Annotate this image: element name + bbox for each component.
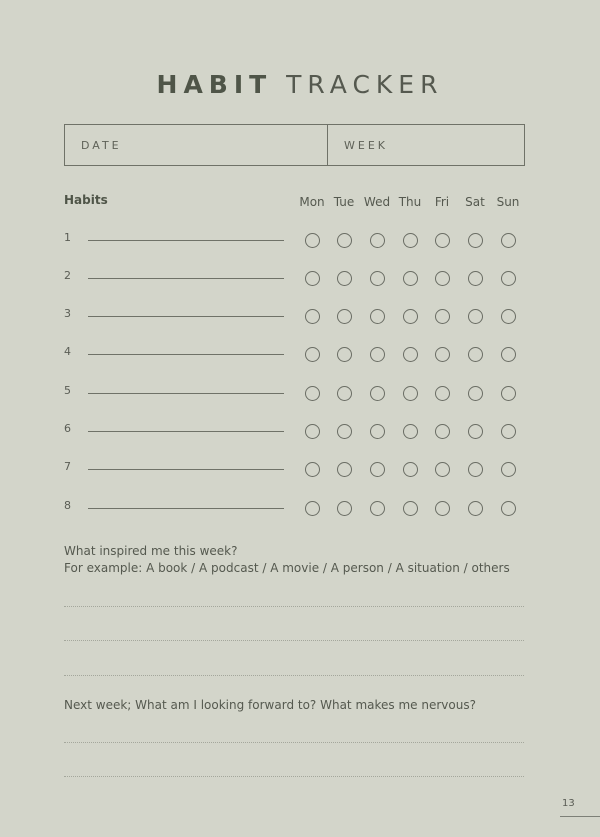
habit-checkbox-fri[interactable] [435,233,450,248]
habit-number: 4 [64,345,71,358]
habit-checkbox-sat[interactable] [468,386,483,401]
habit-number: 8 [64,499,71,512]
habit-checkbox-fri[interactable] [435,347,450,362]
habit-checkbox-tue[interactable] [337,424,352,439]
habit-checkbox-sun[interactable] [501,309,516,324]
page-number: 13 [562,798,575,809]
week-label: WEEK [344,138,388,152]
week-field[interactable] [327,124,525,166]
habit-name-line[interactable] [88,240,284,241]
habit-checkbox-fri[interactable] [435,386,450,401]
habit-checkbox-thu[interactable] [403,424,418,439]
habit-number: 5 [64,384,71,397]
page-title [0,70,600,99]
habit-checkbox-mon[interactable] [305,386,320,401]
habit-checkbox-wed[interactable] [370,501,385,516]
habit-checkbox-sun[interactable] [501,347,516,362]
habit-checkbox-thu[interactable] [403,501,418,516]
day-header-fri: Fri [434,195,450,209]
habit-checkbox-wed[interactable] [370,386,385,401]
day-header-tue: Tue [333,195,355,209]
habit-name-line[interactable] [88,354,284,355]
habits-header: Habits [64,193,108,207]
habit-checkbox-sat[interactable] [468,462,483,477]
habit-checkbox-sat[interactable] [468,233,483,248]
habit-checkbox-sat[interactable] [468,424,483,439]
habit-checkbox-sun[interactable] [501,501,516,516]
habit-checkbox-thu[interactable] [403,462,418,477]
habit-checkbox-sat[interactable] [468,347,483,362]
date-field[interactable] [64,124,328,166]
habit-checkbox-fri[interactable] [435,462,450,477]
habit-checkbox-sun[interactable] [501,462,516,477]
day-header-wed: Wed [363,195,391,209]
habit-name-line[interactable] [88,431,284,432]
habit-checkbox-mon[interactable] [305,462,320,477]
habit-checkbox-wed[interactable] [370,309,385,324]
habit-checkbox-sat[interactable] [468,271,483,286]
page-number-rule [560,816,600,817]
day-header-sun: Sun [496,195,520,209]
habit-checkbox-thu[interactable] [403,309,418,324]
habit-name-line[interactable] [88,469,284,470]
habit-checkbox-sat[interactable] [468,501,483,516]
next-week-answer-line[interactable] [64,742,524,743]
habit-checkbox-sun[interactable] [501,386,516,401]
habit-name-line[interactable] [88,393,284,394]
day-header-mon: Mon [299,195,325,209]
habit-checkbox-fri[interactable] [435,424,450,439]
habit-checkbox-mon[interactable] [305,233,320,248]
habit-checkbox-wed[interactable] [370,424,385,439]
habit-checkbox-wed[interactable] [370,462,385,477]
habit-number: 7 [64,460,71,473]
habit-name-line[interactable] [88,316,284,317]
next-week-question: Next week; What am I looking forward to? What makes me nervous? [64,698,476,712]
habit-checkbox-sun[interactable] [501,271,516,286]
habit-name-line[interactable] [88,278,284,279]
habit-checkbox-tue[interactable] [337,386,352,401]
habit-checkbox-fri[interactable] [435,309,450,324]
habit-number: 1 [64,231,71,244]
habit-checkbox-fri[interactable] [435,271,450,286]
inspiration-answer-line[interactable] [64,640,524,641]
habit-name-line[interactable] [88,508,284,509]
habit-checkbox-mon[interactable] [305,271,320,286]
title-light: TRACKER [286,70,444,99]
habit-checkbox-tue[interactable] [337,271,352,286]
habit-checkbox-tue[interactable] [337,233,352,248]
habit-checkbox-mon[interactable] [305,309,320,324]
inspiration-question-line2: For example: A book / A podcast / A movie / A person / A situation / others [64,561,510,575]
date-label: DATE [81,138,122,152]
habit-checkbox-sat[interactable] [468,309,483,324]
habit-checkbox-wed[interactable] [370,271,385,286]
habit-checkbox-mon[interactable] [305,424,320,439]
habit-checkbox-tue[interactable] [337,309,352,324]
inspiration-answer-line[interactable] [64,675,524,676]
inspiration-question-line1: What inspired me this week? [64,544,238,558]
habit-checkbox-wed[interactable] [370,347,385,362]
habit-checkbox-tue[interactable] [337,347,352,362]
habit-checkbox-thu[interactable] [403,271,418,286]
habit-checkbox-mon[interactable] [305,347,320,362]
habit-number: 3 [64,307,71,320]
habit-number: 6 [64,422,71,435]
habit-checkbox-mon[interactable] [305,501,320,516]
habit-checkbox-thu[interactable] [403,386,418,401]
habit-checkbox-thu[interactable] [403,233,418,248]
habit-number: 2 [64,269,71,282]
inspiration-question [64,543,510,577]
habit-checkbox-tue[interactable] [337,501,352,516]
day-header-sat: Sat [465,195,485,209]
habit-checkbox-sun[interactable] [501,424,516,439]
habit-checkbox-thu[interactable] [403,347,418,362]
habit-checkbox-tue[interactable] [337,462,352,477]
habit-checkbox-wed[interactable] [370,233,385,248]
day-header-thu: Thu [398,195,422,209]
inspiration-answer-line[interactable] [64,606,524,607]
next-week-answer-line[interactable] [64,776,524,777]
habit-checkbox-sun[interactable] [501,233,516,248]
title-bold: HABIT [156,70,273,99]
habit-checkbox-fri[interactable] [435,501,450,516]
